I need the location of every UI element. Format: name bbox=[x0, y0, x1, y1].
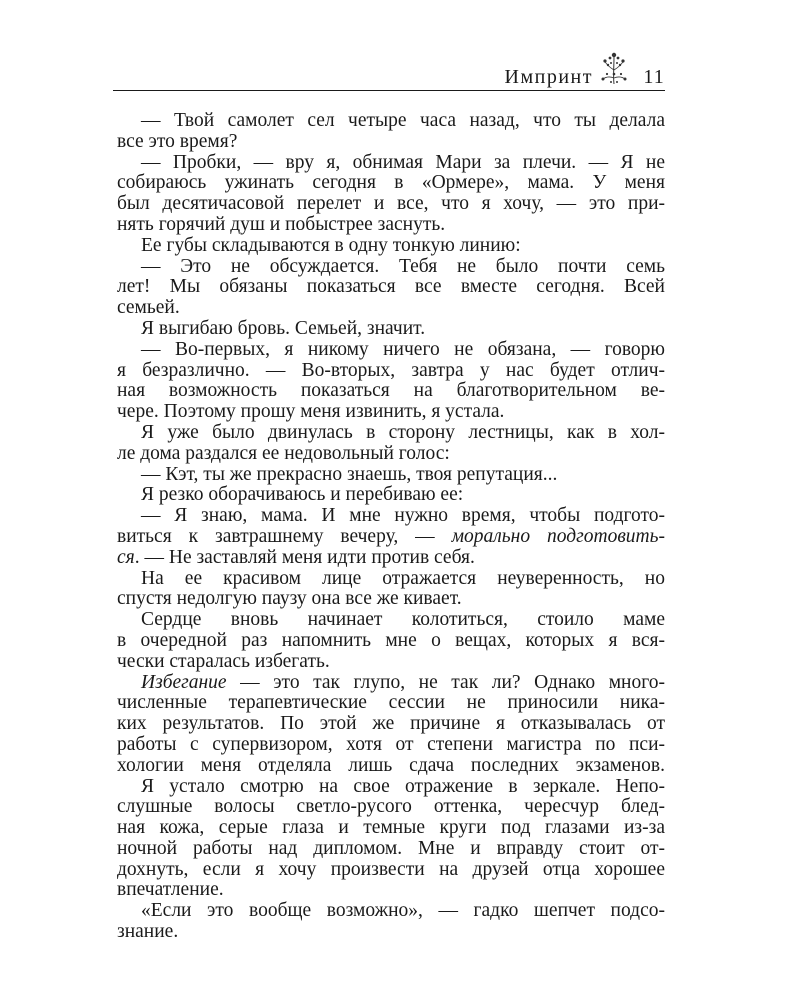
text-line: работы с супервизором, хотя от степени магистра по пси- bbox=[117, 733, 665, 755]
text-line: был десятичасовой перелет и все, что я хочу, — это при- bbox=[117, 193, 665, 215]
text-line: спустя недолгую паузу она все же кивает. bbox=[117, 588, 462, 610]
text-line: — Я знаю, мама. И мне нужно время, чтобы подгото- bbox=[141, 505, 665, 527]
text-line: «Если это вообще возможно», — гадко шепчет подсо- bbox=[141, 900, 665, 922]
text-line: хологии меня отделяла лишь сдача последних экзаменов. bbox=[117, 754, 665, 776]
text-line: ная возможность показаться на благотворительном ве- bbox=[117, 380, 665, 402]
text-line: — Твой самолет сел четыре часа назад, что ты делала bbox=[141, 110, 665, 131]
text-line: Сердце вновь начинает колотиться, стоило маме bbox=[141, 609, 665, 631]
text-line: ночной работы над дипломом. Мне и вправду стоит от- bbox=[117, 837, 665, 859]
text-line: собираюсь ужинать сегодня в «Ормере», мама. У меня bbox=[117, 172, 665, 194]
text-line: ная кожа, серые глаза и темные круги под глазами из-за bbox=[117, 817, 665, 839]
text-line: чески старалась избегать. bbox=[117, 650, 330, 672]
header-rule bbox=[113, 90, 665, 91]
text-line: Я резко оборачиваюсь и перебиваю ее: bbox=[141, 484, 464, 506]
text-line: впечатление. bbox=[117, 879, 224, 901]
running-head bbox=[113, 48, 665, 92]
text-line: Я уже было двинулась в сторону лестницы, как в хол- bbox=[141, 421, 665, 443]
text-line: слушные волосы светло-русого оттенка, чересчур блед- bbox=[117, 796, 665, 818]
text-line: Я выгибаю бровь. Семьей, значит. bbox=[141, 317, 426, 339]
text-line: ле дома раздался ее недовольный голос: bbox=[117, 442, 450, 464]
text-line: чере. Поэтому прошу меня извинить, я устала. bbox=[117, 401, 505, 423]
text-line: знание. bbox=[117, 921, 179, 943]
text-line: — Во-первых, я никому ничего не обязана, — говорю bbox=[141, 338, 665, 360]
text-line: Я устало смотрю на свое отражение в зеркале. Непо- bbox=[141, 775, 665, 797]
text-line: Ее губы складываются в одну тонкую линию: bbox=[141, 234, 521, 256]
text-line: ся. — Не заставляй меня идти против себя. bbox=[117, 546, 475, 568]
text-line: дохнуть, если я хочу произвести на друзей отца хорошее bbox=[117, 858, 665, 880]
italic-phrase: ся bbox=[117, 546, 135, 568]
text-line: все это время? bbox=[117, 130, 238, 152]
text-line: — Кэт, ты же прекрасно знаешь, твоя репутация... bbox=[141, 463, 558, 485]
text-line: в очередной раз напомнить мне о вещах, которых я вся- bbox=[117, 629, 665, 651]
page-number: 11 bbox=[643, 66, 665, 88]
text-line: нять горячий душ и побыстрее заснуть. bbox=[117, 213, 446, 235]
floral-ornament-icon bbox=[599, 50, 629, 86]
text-line: виться к завтрашнему вечеру, — морально подготовить- bbox=[117, 525, 665, 547]
text-line: семьей. bbox=[117, 297, 180, 319]
text-line: — Пробки, — вру я, обнимая Мари за плечи. — Я не bbox=[141, 151, 665, 173]
text-line: я безразлично. — Во-вторых, завтра у нас будет отлич- bbox=[117, 359, 665, 381]
italic-phrase: морально подготовить- bbox=[451, 525, 665, 547]
text-line: лет! Мы обязаны показаться все вместе сегодня. Всей bbox=[117, 276, 665, 298]
text-line: На ее красивом лице отражается неуверенность, но bbox=[141, 567, 665, 589]
text-line: ких результатов. По этой же причине я отказывалась от bbox=[117, 713, 665, 735]
body-text bbox=[117, 111, 665, 943]
text-line: численные терапевтические сессии не приносили ника- bbox=[117, 692, 665, 714]
running-title: Импринт bbox=[504, 66, 593, 88]
italic-phrase: Избегание bbox=[141, 671, 227, 693]
text-line: Избегание — это так глупо, не так ли? Однако много- bbox=[141, 671, 665, 693]
text-line: — Это не обсуждается. Тебя не было почти семь bbox=[141, 255, 665, 277]
